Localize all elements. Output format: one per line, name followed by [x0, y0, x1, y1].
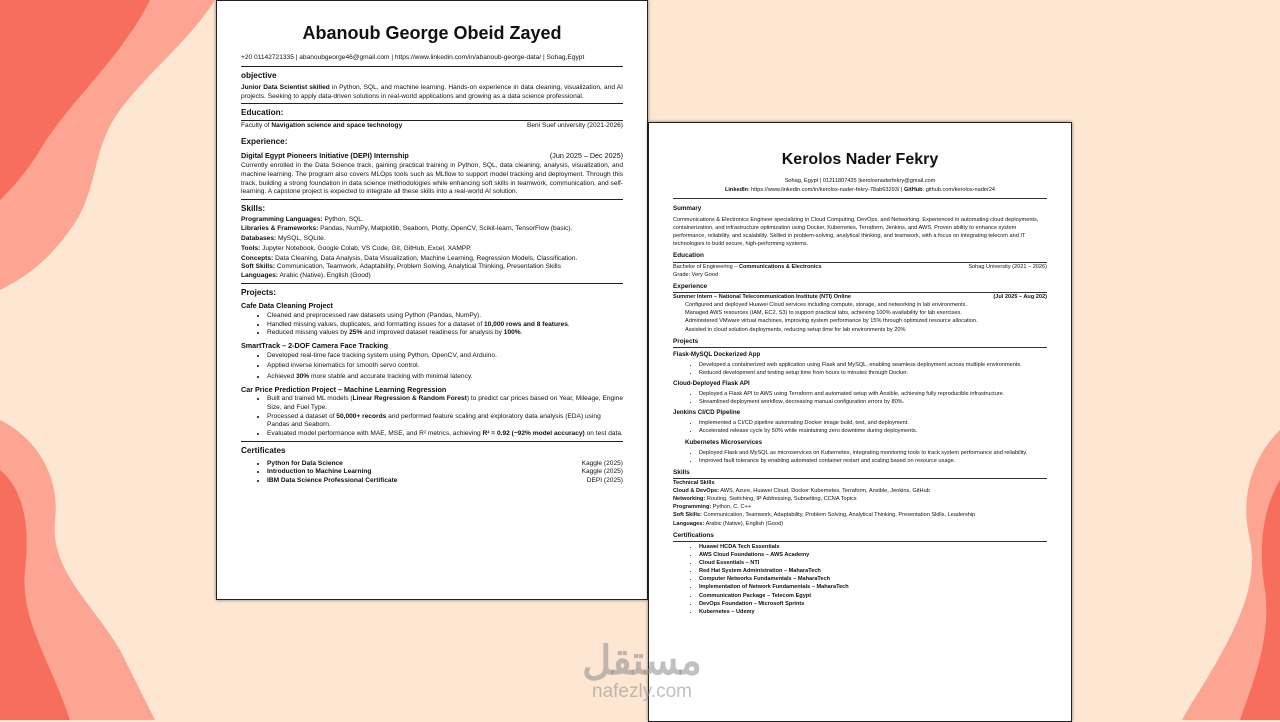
- resume-kerolos: [648, 122, 1072, 722]
- contact-line: +20 01142721335 | abanoubgeorge46@gmail.com | https://www.linkedin.com/in/abanoub-george-data/ | Sohag,Egypt: [241, 54, 623, 67]
- education-row: Faculty of Navigation science and space technology Beni Suef university (2021-2026): [241, 122, 623, 130]
- section-skills: Skills:: [241, 203, 266, 213]
- project-title: Jenkins CI/CD Pipeline: [673, 409, 741, 417]
- resume-name: Abanoub George Obeid Zayed: [302, 23, 562, 43]
- certification-list: • Huawei HCDA Tech Essentials • AWS Cloud Foundations – AWS Academy • Cloud Essentials – NTI • Red Hat System Administration – MaharaTech • Computer Networks Fundamentals – MaharaTech • Implementation of Network Fundamentals – MaharaTech • Communication Package – Telecom Egypt • DevOps Foundation – Microsoft Sprints • Kubernetes – Udemy: [673, 543, 1047, 616]
- skills-subheading: Technical Skills: [673, 480, 715, 486]
- project-title: Cloud-Deployed Flask API: [673, 380, 750, 388]
- skills-list: Cloud & DevOps: AWS, Azure, Huawei Cloud, Docker Kubernetes, Terraform, Ansible, Jenkins, GitHub Networking: Routing, Switching, IP Addressing, Subnetting, CCNA Topics Programming: Python, C, C++ Soft Skills: Communication, Teamwork, Adaptability, Problem Solving, Analytical Thinking, Presentation Skills, Leadership Languages: Arabic (Native), English (Good): [673, 488, 976, 527]
- section-projects: Projects:: [241, 287, 277, 297]
- project-title: SmartTrack – 2-DOF Camera Face Tracking: [241, 341, 389, 351]
- project-title: Kubernetes Microservices: [685, 438, 763, 446]
- experience-lines: Configured and deployed Huawei Cloud services including compute, storage, and networking in lab environments. Managed AWS resources (IAM, EC2, S3) to support practical labs, achieving 100% availability for lab exercises. Administered VMware virtual machines, improving system performance by 15% through optimized resource allocation. Assisted in cloud solution deployments, reducing setup time for lab environments by 20%: [685, 302, 978, 333]
- resume-name: Kerolos Nader Fekry: [781, 151, 939, 168]
- summary-text: Communications & Electronics Engineer specializing in Cloud Computing, DevOps, and Networking. Experienced in automating cloud deployments, containerization, and infrastructure optimization using Docker, Kubernetes, Terraform, Jenkins, and AWS. Proven ability to enhance system performance, reliability, and scalability. Skilled in problem-solving, analytical thinking, and teamwork, with a focus on integrating telecom and IT technologies to build secure, high-performing systems.: [673, 216, 1039, 248]
- project-bullets: • Cleaned and preprocessed raw datasets using Python (Pandas, NumPy). • Handled missing values, duplicates, and formatting issues for a dataset of 10,000 rows and 8 features. • Reduced missing values by 25% and improved dataset readiness for analysis by 100%.: [241, 312, 623, 338]
- project-bullets: • Deployed a Flask API to AWS using Terraform and automated setup with Ansible, achieving fully reproducible infrastructure. • Streamlined deployment workflow, decreasing manual configuration errors by 80%.: [673, 390, 1047, 406]
- project-title: Flask-MySQL Dockerized App: [673, 350, 761, 358]
- project-title: Car Price Prediction Project – Machine Learning Regression: [241, 384, 447, 394]
- objective-text: Junior Data Scientist skilled in Python, SQL, and machine learning. Hands-on experience in data cleaning, visualization, and AI projects. Seeking to apply data-driven solutions in real-world applications and growing as a data science professional.: [241, 83, 623, 100]
- section-skills: Skills: [673, 468, 1047, 479]
- education-row: Bachelor of Engineering – Communications & Electronics Sohag University (2021 – 2026): [673, 263, 1047, 270]
- resume-abanoub: [216, 0, 648, 600]
- experience-title-row: Summer Intern – National Telecommunication Institute (NTI) Online (Jul 2025 – Aug 202): [673, 294, 1047, 301]
- experience-title-row: Digital Egypt Pioneers Initiative (DEPI) Internship (Jun 2025 – Dec 2025): [241, 150, 623, 160]
- watermark-latin: nafezly.com: [592, 681, 692, 702]
- section-education: Education: [673, 251, 1047, 262]
- project-bullets: • Implemented a CI/CD pipeline automating Docker image build, test, and deployment. • Accelerated release cycle by 50% while maintaining zero downtime during deployments.: [673, 419, 1047, 435]
- section-objective: objective: [241, 71, 277, 80]
- section-experience: Experience:: [241, 136, 288, 146]
- contact-block: Sohag, Egypt | 01211807435 |kerolosnaderfekry@gmail.com LinkedIn: https://www.linkedin.com/in/kerolos-nader-fekry-78ab63293/ | GitHub: github.com/kerolos-nader24: [724, 178, 996, 193]
- skills-list: Programming Languages: Python, SQL. Libraries & Frameworks: Pandas, NumPy, Matplotlib, Seaborn, Plotly, OpenCV, Scikit-learn, TensorFlow (basic). Databases: MySQL, SQLite. Tools: Jupyter Notebook, Google Colab, VS Code, Git, GitHub, Excel, XAMPP. Concepts: Data Cleaning, Data Analysis, Data Visualization, Machine Learning, Regression Models, Classification. Soft Skills: Communication, Teamwork, Adaptability, Problem Solving, Analytical Thinking, Presentation Skills Languages: Arabic (Native), English (Good): [241, 215, 578, 279]
- project-bullets: • Developed real-time face tracking system using Python, OpenCV, and Arduino. • Applied inverse kinematics for smooth servo control. • Achieved 30% more stable and accurate tracking with minimal latency.: [241, 352, 623, 382]
- section-projects: Projects: [673, 337, 1047, 348]
- project-bullets: • Built and trained ML models (Linear Regression & Random Forest) to predict car prices based on Year, Mileage, Engine Size, and Fuel Type. • Processed a dataset of 50,000+ records and performed feature scaling and exploratory data analysis (EDA) using Pandas and Seaborn. • Evaluated model performance with MAE, MSE, and R² metrics, achieving R² = 0.92 (~92% model accuracy) on test data.: [241, 395, 623, 439]
- watermark: [562, 640, 722, 702]
- section-experience: Experience: [673, 282, 1047, 293]
- project-title: Cafe Data Cleaning Project: [241, 301, 333, 311]
- section-certificates: Certificates: [241, 445, 286, 455]
- section-certifications: Certifications: [673, 531, 1047, 542]
- experience-desc: Currently enrolled in the Data Science track, gaining practical training in Python, SQL, data cleaning, analysis, visualization, and machine learning. The program also covers MLOps tools such as MLflow to support model tracking and deployment. Through this track, building a strong foundation in data science methodologies while enhancing soft skills in teamwork, communication, and self-learning. A capstone project is expected to integrate all these skills into a real-world AI solution.: [241, 162, 623, 196]
- project-bullets: • Developed a containerized web application using Flask and MySQL, enabling seamless deployment across multiple environments. • Reduced development and testing setup time from hours to minutes through Docker.: [673, 361, 1047, 377]
- education-grade: Grade: Very Good: [673, 271, 719, 278]
- project-bullets: • Deployed Flask and MySQL as microservices on Kubernetes, integrating monitoring tools to track system performance and reliability. • Improved fault tolerance by enabling automated container restart and scaling based on resource usage.: [673, 449, 1047, 465]
- section-education: Education:: [241, 108, 623, 121]
- watermark-arabic: مستقل: [582, 639, 702, 683]
- certificate-list: • Python for Data Science Kaggle (2025) • Introduction to Machine Learning Kaggle (2025) • IBM Data Science Professional Certificate DEPI (2025): [241, 460, 623, 486]
- section-summary: Summary: [673, 204, 702, 212]
